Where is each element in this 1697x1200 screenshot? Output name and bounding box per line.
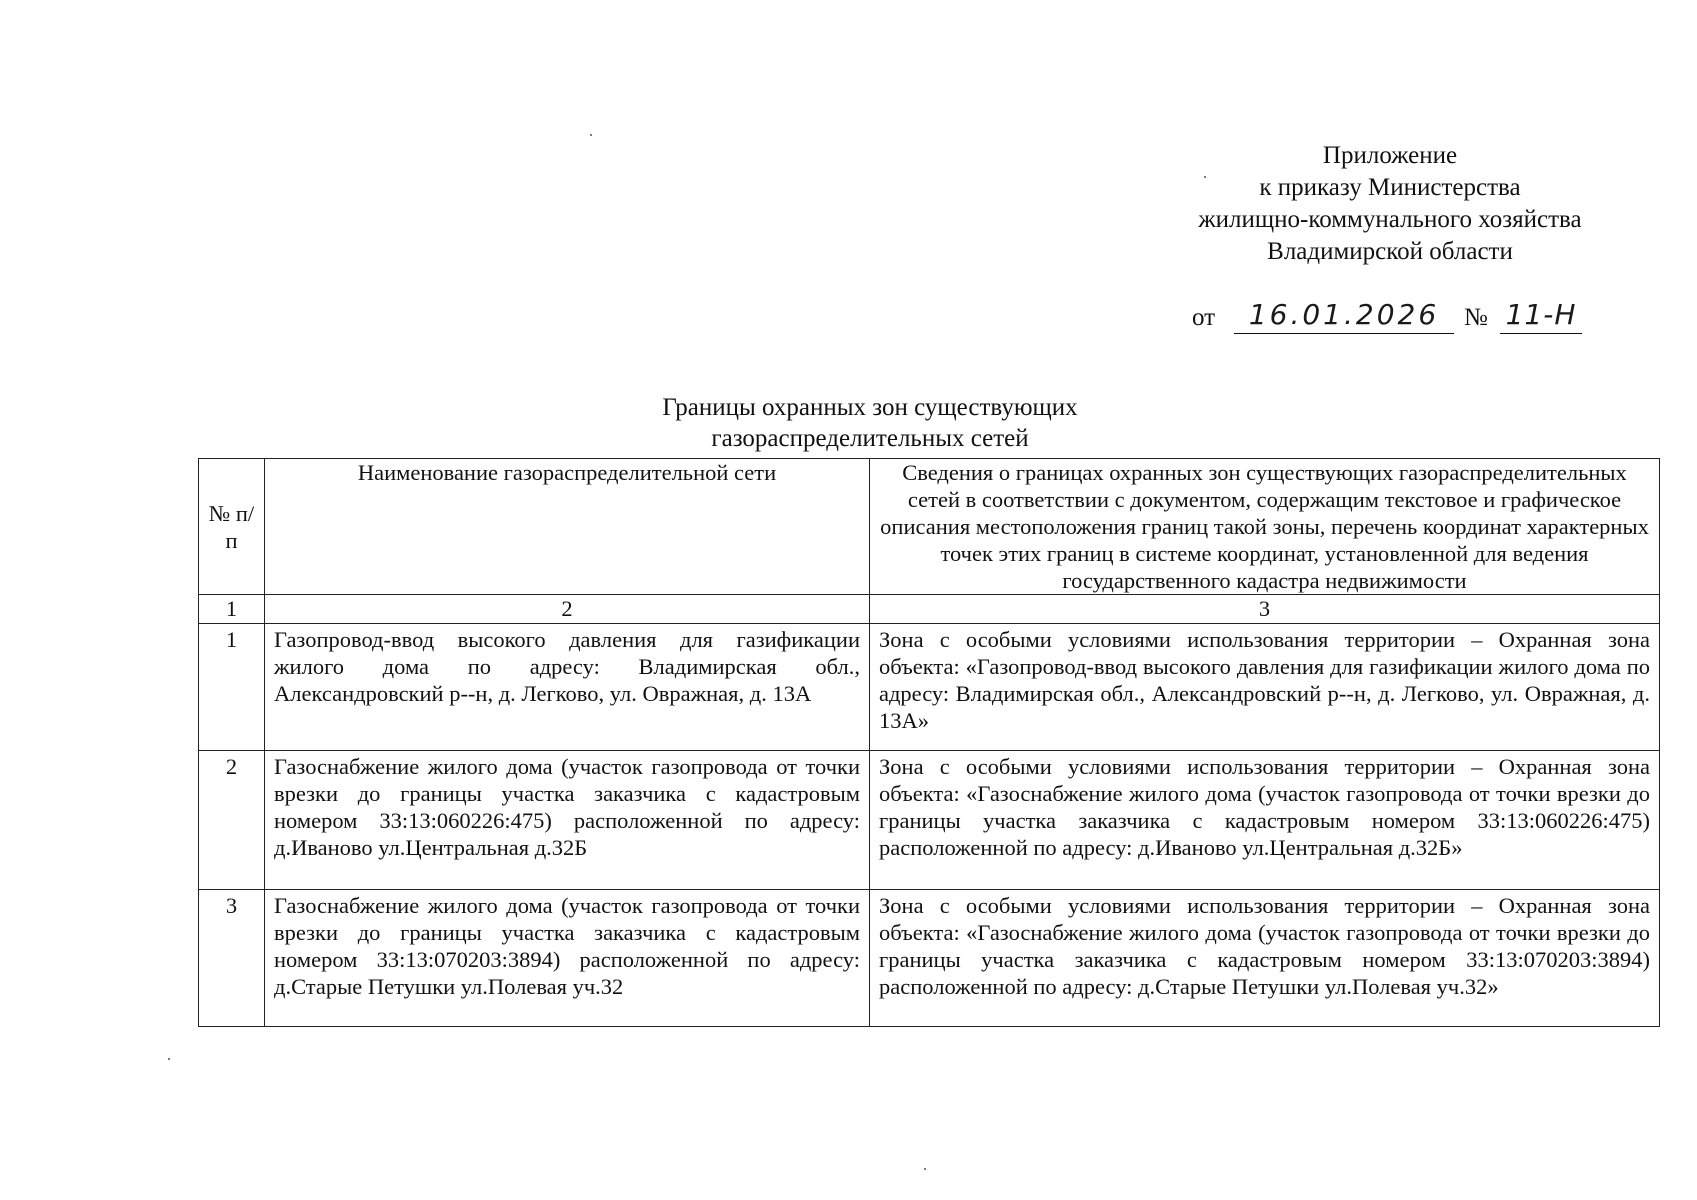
handwritten-number: 11-Н: [1500, 298, 1582, 334]
table-row: [199, 890, 1660, 1027]
network-name: Газоснабжение жилого дома (участок газопровода от точки врезки до границы участка заказчика с кадастровым номером 33:13:070203:3894) расположенной по адресу: д.Старые Петушки ул.Полевая уч.32: [265, 890, 870, 1027]
number-prefix: №: [1464, 304, 1488, 331]
table-row: [199, 624, 1660, 751]
protection-zones-table: [198, 458, 1660, 1027]
appendix-header: [1150, 140, 1630, 268]
table-row: [199, 751, 1660, 890]
document-title: [480, 392, 1260, 454]
header-num: № п/п: [199, 459, 265, 595]
scan-speck: [590, 134, 592, 136]
column-number-row: [199, 595, 1660, 624]
ministry-name: жилищно-коммунального хозяйства: [1198, 206, 1582, 233]
scan-speck: [924, 1168, 926, 1170]
order-reference: к приказу Министерства: [1259, 174, 1521, 201]
column-number: 3: [870, 595, 1660, 624]
column-number: 1: [199, 595, 265, 624]
title-line-1: Границы охранных зон существующих: [662, 394, 1078, 421]
header-name: Наименование газораспределительной сети: [265, 459, 870, 595]
title-line-2: газораспределительных сетей: [711, 425, 1029, 452]
row-number: 1: [199, 624, 265, 751]
scan-speck: [168, 1058, 170, 1060]
zone-info: Зона с особыми условиями использования территории – Охранная зона объекта: «Газоснабжение жилого дома (участок газопровода от точки врезки до границы участка заказчика с кадастровым номером 33:13:070203:3894) расположенной по адресу: д.Старые Петушки ул.Полевая уч.32»: [870, 890, 1660, 1027]
handwritten-date: 16.01.2026: [1234, 298, 1454, 334]
region-name: Владимирской области: [1267, 238, 1513, 265]
network-name: Газопровод-ввод высокого давления для газификации жилого дома по адресу: Владимирская обл., Александровский р--н, д. Легково, ул. Овражная, д. 13А: [265, 624, 870, 751]
column-number: 2: [265, 595, 870, 624]
appendix-label: Приложение: [1322, 142, 1458, 169]
row-number: 2: [199, 751, 265, 890]
date-prefix: от: [1192, 304, 1216, 331]
row-number: 3: [199, 890, 265, 1027]
zone-info: Зона с особыми условиями использования территории – Охранная зона объекта: «Газопровод-ввод высокого давления для газификации жилого дома по адресу: Владимирская обл., Александровский р--н, д. Легково, ул. Овражная, д. 13А»: [870, 624, 1660, 751]
network-name: Газоснабжение жилого дома (участок газопровода от точки врезки до границы участка заказчика с кадастровым номером 33:13:060226:475) расположенной по адресу: д.Иваново ул.Центральная д.32Б: [265, 751, 870, 890]
header-info: Сведения о границах охранных зон существующих газораспределительных сетей в соответствии с документом, содержащим текстовое и графическое описания местоположения границ такой зоны, перечень координат характерных точек этих границ в системе координат, установленной для ведения государственного кадастра недвижимости: [870, 459, 1660, 595]
table-header-row: [199, 459, 1660, 595]
zone-info: Зона с особыми условиями использования территории – Охранная зона объекта: «Газоснабжение жилого дома (участок газопровода от точки врезки до границы участка заказчика с кадастровым номером 33:13:060226:475) расположенной по адресу: д.Иваново ул.Центральная д.32Б»: [870, 751, 1660, 890]
